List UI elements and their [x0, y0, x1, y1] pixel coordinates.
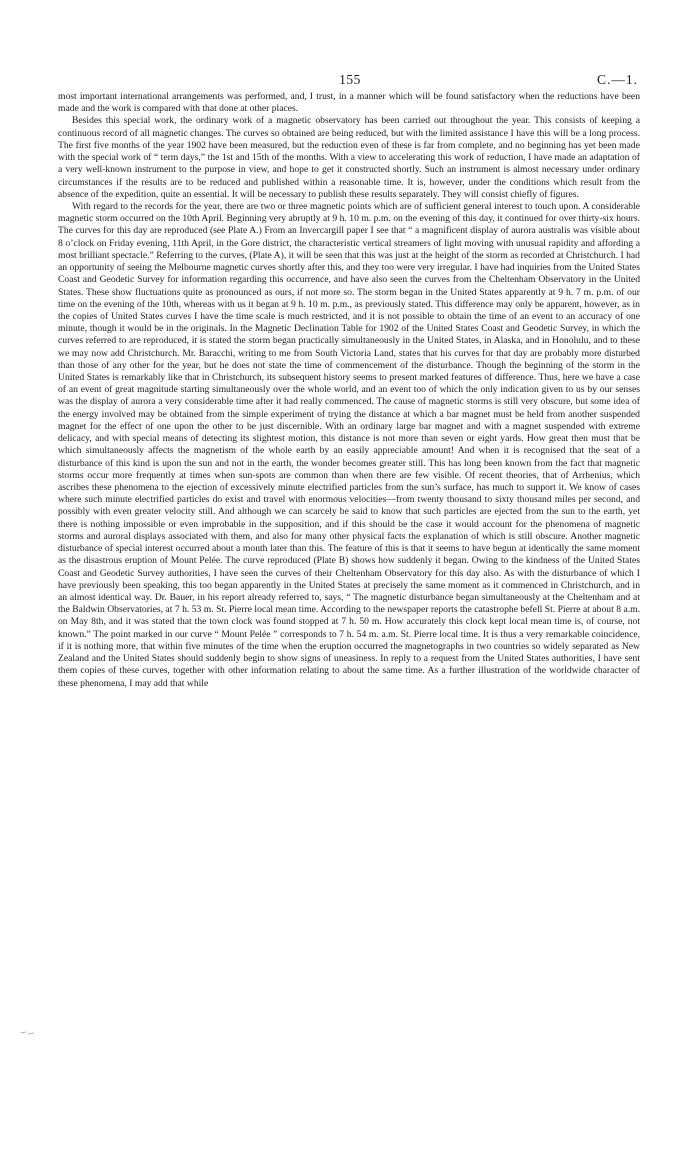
page-number: 155	[339, 72, 361, 87]
paragraph-magnetic-records: With regard to the records for the year, there are two or three magnetic points which are of sufficient general interest to touch upon. A considerable magnetic storm occurred on the 10th April. Beginning very abruptly at 9 h. 10 m. p.m. on the evening of this day, it continued for over thirty-six hours. The curves for this day are reproduced (see Plate A.) From an Invercargill paper I see that “ a magnificent display of aurora australis was visible about 8 o’clock on Friday evening, 11th April, in the Gore district, the characteristic vertical streamers of light moving with unusual rapidity and affording a most brilliant spectacle.” Referring to the curves, (Plate A), it will be seen that this was just at the height of the storm as recorded at Christchurch. I had an opportunity of seeing the Melbourne magnetic curves shortly after this, and they too were very irregular. I have had inquiries from the United States Coast and Geodetic Survey for information regarding this occurrence, and have also seen the curves from the Cheltenham Observatory in the United States. These show fluctuations quite as pronounced as ours, if not more so. The storm began in the United States apparently at 9 h. 7 m. p.m. of our time on the evening of the 10th, whereas with us it began at 9 h. 10 m. p.m., as previously stated. This difference may only be apparent, however, as in the copies of United States curves I have the time scale is much restricted, and it is not possible to obtain the time of an event to an accuracy of one minute, though it would be in the originals. In the Magnetic Declination Table for 1902 of the United States Coast and Geodetic Survey, in which the curves referred to are reproduced, it is stated the storm began practically simultaneously in the United States, in Alaska, and in Honolulu, and to these we may now add Christchurch. Mr. Baracchi, writing to me from South Victoria Land, states that his curves for that day are probably more disturbed than those of any other for the year, but he does not state the time of commencement of the disturbance. Though the beginning of the storm in the United States is remarkably like that in Christchurch, its subsequent history seems to present marked features of difference. Thus, here we have a case of an event of great magnitude starting simultaneously over the whole world, and an event too of which the only indication given to us by our senses was the display of aurora a very considerable time after it had really commenced. The cause of magnetic storms is still very obscure, but some idea of the energy involved may be obtained from the simple experiment of trying the distance at which a bar magnet must be held from another suspended magnet for the effect of one upon the other to be just discernible. With an ordinary large bar magnet and with a magnet suspended with extreme delicacy, and with special means of detecting its slightest motion, this distance is not more than seven or eight yards. How great then must that be which simultaneously affects the magnetism of the whole earth by an easily appreciable amount! And when it is recognised that the seat of a disturbance of this kind is upon the sun and not in the earth, the wonder becomes greater still. This has long been known from the fact that magnetic storms occur more frequently at times when sun-spots are common than when there are few visible. Of recent theories, that of Arrhenius, which ascribes these phenomena to the ejection of excessively minute electrified particles from the sun’s surface, has much to support it. We know of cases where such minute electrified particles do exist and travel with enormous velocities—from twenty thousand to sixty thousand miles per second, and possibly with even greater velocity still. And although we can scarcely be said to know that such particles are ejected from the sun to the earth, yet there is nothing impossible or even improbable in the supposition, and if this should be the case it would account for the phenomena of magnetic storms and auroral displays associated with them, and also for many other physical facts the explanation of which is still obscure. Another magnetic disturbance of special interest occurred about a month later than this. The feature of this is that it seems to have begun at identically the same moment as the disastrous eruption of Mount Pelée. The curve reproduced (Plate B) shows how suddenly it began. Owing to the kindness of the United States Coast and Geodetic Survey authorities, I have seen the curves of their Cheltenham Observatory for this day also. As with the disturbance of which I have previously been speaking, this too began apparently in the United States at precisely the same moment as it commenced in Christchurch, and in an almost identical way. Dr. Bauer, in his report already referred to, says, “ The magnetic disturbance began simultaneously at the Cheltenham and at the Baldwin Observatories, at 7 h. 53 m. St. Pierre local mean time. According to the newspaper reports the catastrophe befell St. Pierre at about 8 a.m. on May 8th, and it was stated that the town clock was found stopped at 7 h. 50 m. How accurately this clock kept local mean time is, of course, not known.” The point marked in our curve “ Mount Pelée ” corresponds to 7 h. 54 m. a.m. St. Pierre local time. It is thus a very remarkable coincidence, if it is nothing more, that within five minutes of the time when the eruption occurred the magnetographs in two countries so widely separated as New Zealand and the United States should suddenly begin to show signs of uneasiness. In reply to a request from the United States authorities, I have sent them copies of these curves, together with other information relating to about the same time. As a further illustration of the worldwide character of these phenomena, I may add that while	[58, 200, 640, 689]
paragraph-continuation: most important international arrangements was performed, and, I trust, in a manner which will be found satisfactory when the reductions have been made and the work is compared with that done at other places.	[58, 91, 640, 115]
page-header	[0, 72, 700, 90]
report-body	[58, 91, 640, 690]
document-reference: C.—1.	[596, 72, 638, 87]
margin-smudge-mark	[20, 1030, 36, 1036]
paragraph-ordinary-work: Besides this special work, the ordinary work of a magnetic observatory has been carried out throughout the year. This consists of keeping a continuous record of all magnetic changes. The curves so obtained are being reduced, but with the limited assistance I have this will be a long process. The first five months of the year 1902 have been measured, but the reduction even of these is far from complete, and no beginning has yet been made with the special work of “ term days,” the 1st and 15th of the months. With a view to accelerating this work of reduction, I have made an adaptation of a very well-known instrument to the purpose in view, and hope to get it constructed shortly. Such an instrument is almost necessary under ordinary circumstances if the results are to be reduced and published within a reasonable time. It is, however, under the conditions which result from the absence of the expedition, quite an essential. It will be necessary to publish these results separately. They will consist chiefly of figures.	[58, 115, 640, 200]
